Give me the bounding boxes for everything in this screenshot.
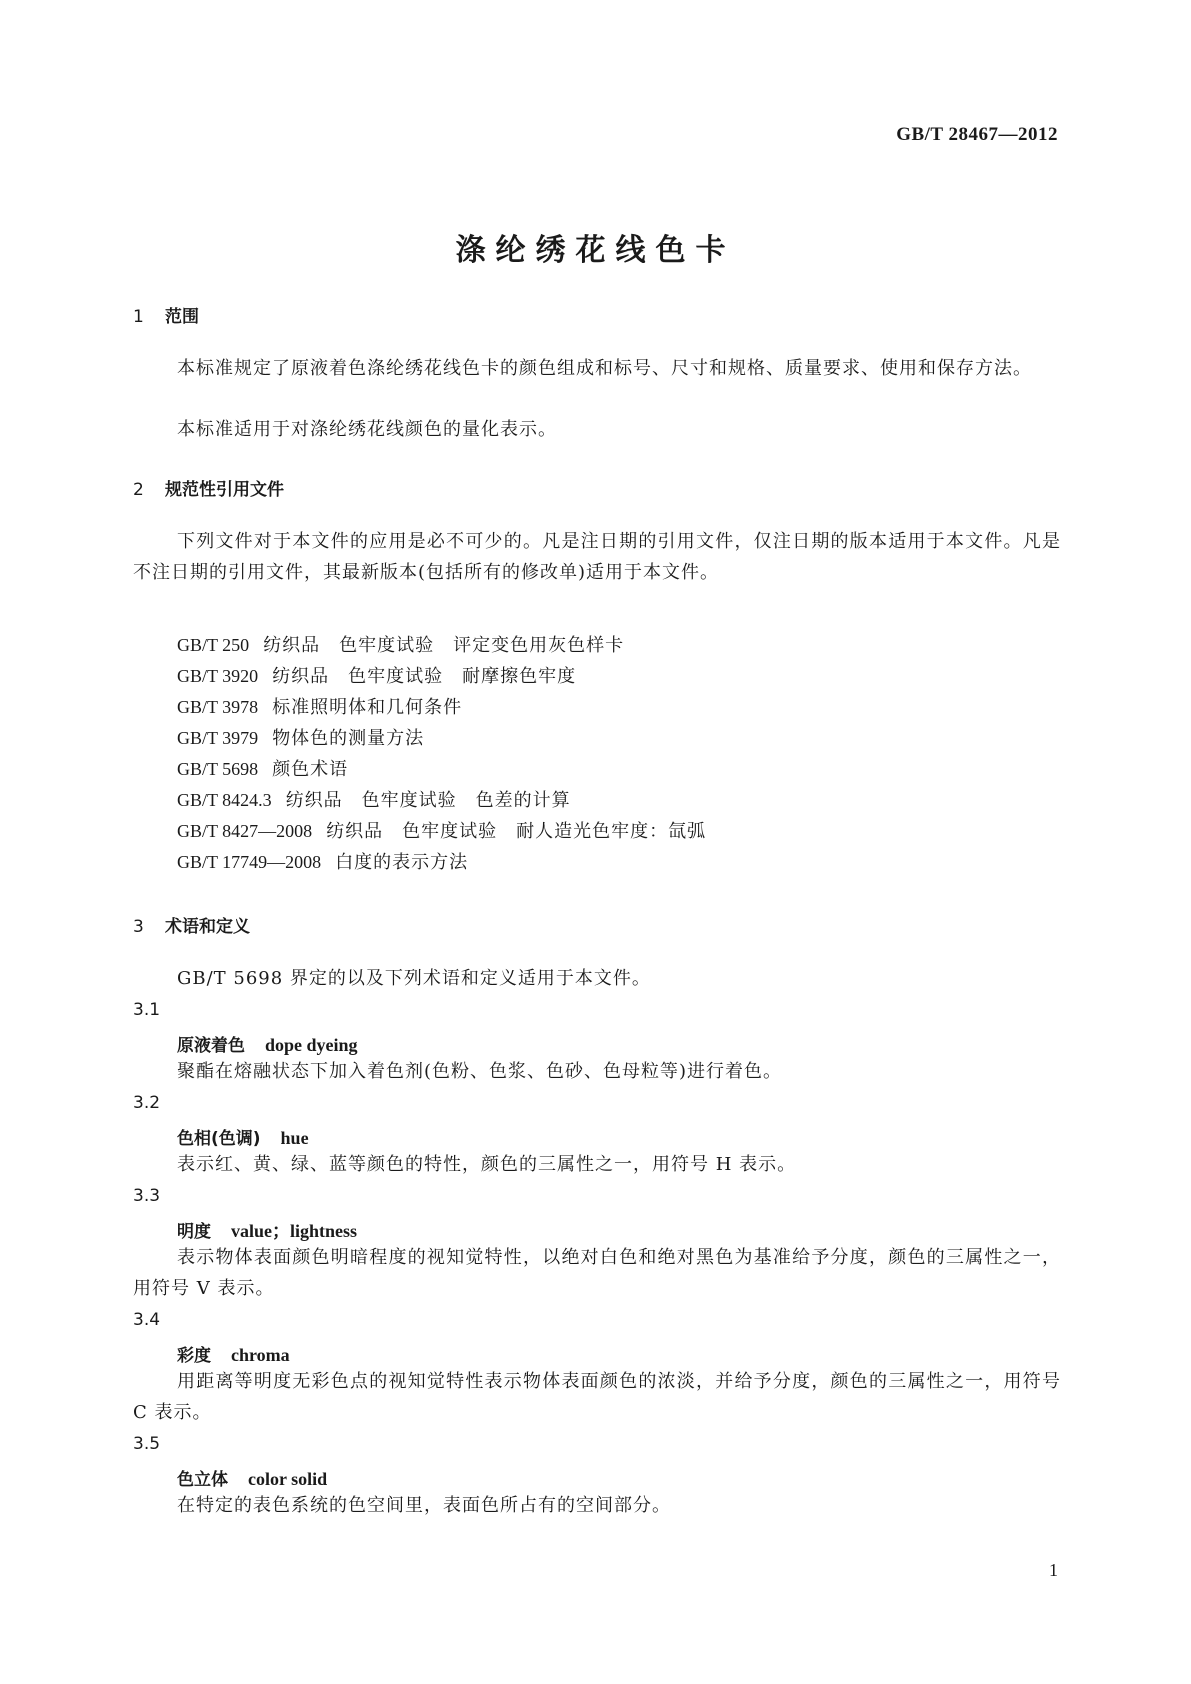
reference-title: 颜色术语 [272,759,349,780]
reference-code: GB/T 17749—2008 [177,852,322,872]
section-heading-scope [133,302,199,327]
reference-code: GB/T 5698 [177,759,259,779]
section-number: 1 [133,307,144,327]
term-name [177,1124,309,1149]
term-definition: 表示物体表面颜色明暗程度的视知觉特性，以绝对白色和绝对黑色为基准给予分度，颜色的三属性之一，用符号 V 表示。 [133,1247,1061,1299]
scope-paragraph-1: 本标准规定了原液着色涤纶绣花线色卡的颜色组成和标号、尺寸和规格、质量要求、使用和保存方法。 [177,358,1032,379]
term-name-zh: 明度 [177,1222,211,1242]
section-number: 3 [133,917,144,937]
reference-item [177,723,706,754]
term-name-en: value；lightness [231,1221,358,1241]
term-name-zh: 色立体 [177,1470,228,1490]
reference-item [177,785,706,816]
term-name-en: hue [280,1128,309,1148]
term-name [177,1341,290,1366]
reference-item [177,692,706,723]
document-title: 涤纶绣花线色卡 [455,233,736,268]
reference-title: 纺织品 色牢度试验 色差的计算 [285,790,571,811]
term-name [177,1465,327,1490]
scope-paragraph-2: 本标准适用于对涤纶绣花线颜色的量化表示。 [177,419,557,440]
reference-item [177,754,706,785]
term-name-zh: 色相(色调) [177,1129,261,1149]
reference-title: 纺织品 色牢度试验 耐摩擦色牢度 [272,666,577,687]
normative-intro: 下列文件对于本文件的应用是必不可少的。凡是注日期的引用文件，仅注日期的版本适用于本文件。凡是不注日期的引用文件，其最新版本(包括所有的修改单)适用于本文件。 [133,531,1061,583]
term-name-en: dope dyeing [265,1035,358,1055]
reference-list [177,630,706,878]
section-title: 术语和定义 [165,917,250,937]
section-heading-terms [133,912,250,937]
reference-item [177,630,706,661]
reference-code: GB/T 3920 [177,666,259,686]
section-number: 2 [133,480,144,500]
term-number: 3.5 [133,1434,161,1454]
reference-item [177,847,706,878]
term-name-en: color solid [248,1469,328,1489]
term-name-zh: 原液着色 [177,1036,245,1056]
term-definition: 聚酯在熔融状态下加入着色剂(色粉、色浆、色砂、色母粒等)进行着色。 [177,1061,783,1082]
standard-code: GB/T 28467—2012 [896,124,1058,145]
terms-intro: GB/T 5698 界定的以及下列术语和定义适用于本文件。 [177,968,651,989]
term-number: 3.4 [133,1310,161,1330]
reference-code: GB/T 250 [177,635,250,655]
reference-title: 标准照明体和几何条件 [272,697,463,718]
section-title: 范围 [165,307,199,327]
reference-title: 纺织品 色牢度试验 耐人造光色牢度：氙弧 [326,821,707,842]
reference-code: GB/T 3978 [177,697,259,717]
reference-item [177,816,706,847]
term-number: 3.2 [133,1093,161,1113]
term-name-zh: 彩度 [177,1346,211,1366]
page-number: 1 [1049,1560,1058,1580]
term-name-en: chroma [231,1345,290,1365]
section-title: 规范性引用文件 [165,480,284,500]
section-heading-normative [133,475,284,500]
reference-code: GB/T 8424.3 [177,790,272,810]
term-name [177,1031,358,1056]
reference-code: GB/T 8427—2008 [177,821,313,841]
reference-title: 白度的表示方法 [335,852,469,873]
reference-title: 纺织品 色牢度试验 评定变色用灰色样卡 [263,635,625,656]
reference-code: GB/T 3979 [177,728,259,748]
term-number: 3.1 [133,1000,161,1020]
term-definition: 表示红、黄、绿、蓝等颜色的特性，颜色的三属性之一，用符号 H 表示。 [177,1154,797,1175]
term-name [177,1217,357,1243]
term-definition: 在特定的表色系统的色空间里，表面色所占有的空间部分。 [177,1495,671,1516]
reference-title: 物体色的测量方法 [272,728,425,749]
reference-item [177,661,706,692]
term-number: 3.3 [133,1186,161,1206]
term-definition: 用距离等明度无彩色点的视知觉特性表示物体表面颜色的浓淡，并给予分度，颜色的三属性之一，用符号 C 表示。 [133,1371,1061,1423]
